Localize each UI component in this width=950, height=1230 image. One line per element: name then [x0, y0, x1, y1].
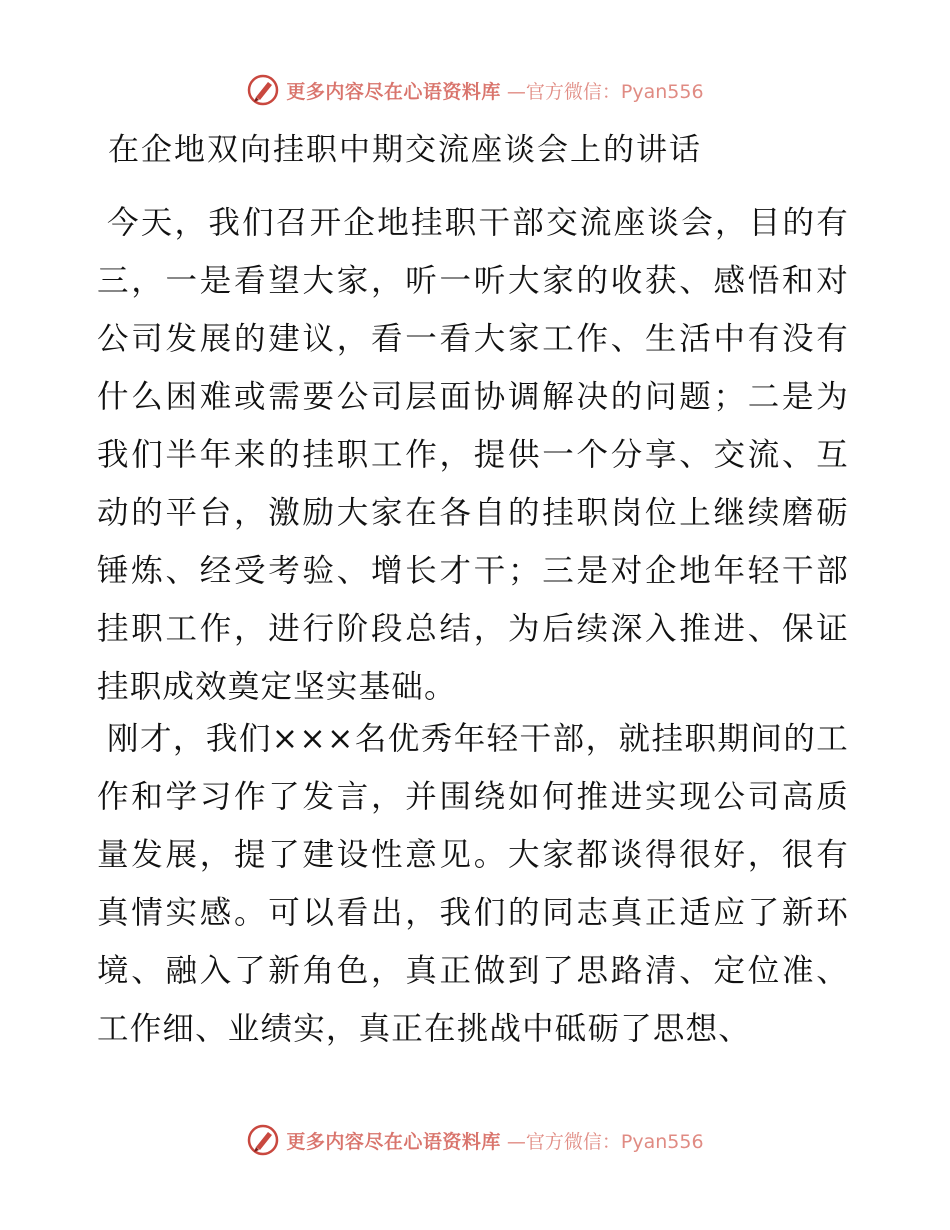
watermark-main-text: 更多内容尽在心语资料库	[286, 1130, 501, 1153]
watermark-sub-text: —官方微信：Pyan556	[506, 80, 704, 103]
document-title: 在企地双向挂职中期交流座谈会上的讲话	[108, 132, 702, 168]
watermark-main-text: 更多内容尽在心语资料库	[286, 80, 501, 103]
pen-logo-icon	[246, 73, 280, 107]
watermark-header	[0, 70, 950, 110]
body-paragraph-1: 今天，我们召开企地挂职干部交流座谈会，目的有三，一是看望大家，听一听大家的收获、感悟和对公司发展的建议，看一看大家工作、生活中有没有什么困难或需要公司层面协调解决的问题；二是为我们半年来的挂职工作，提供一个分享、交流、互动的平台，激励大家在各自的挂职岗位上继续磨砺锤炼、经受考验、增长才干；三是对企地年轻干部挂职工作，进行阶段总结，为后续深入推进、保证挂职成效奠定坚实基础。	[97, 205, 849, 705]
pen-logo-icon	[246, 1123, 280, 1157]
watermark-footer	[0, 1120, 950, 1160]
body-paragraph-2: 刚才，我们×××名优秀年轻干部，就挂职期间的工作和学习作了发言，并围绕如何推进实现公司高质量发展，提了建设性意见。大家都谈得很好，很有真情实感。可以看出，我们的同志真正适应了新环境、融入了新角色，真正做到了思路清、定位准、工作细、业绩实，真正在挑战中砥砺了思想、	[97, 721, 849, 1047]
watermark-sub-text: —官方微信：Pyan556	[506, 1130, 704, 1153]
